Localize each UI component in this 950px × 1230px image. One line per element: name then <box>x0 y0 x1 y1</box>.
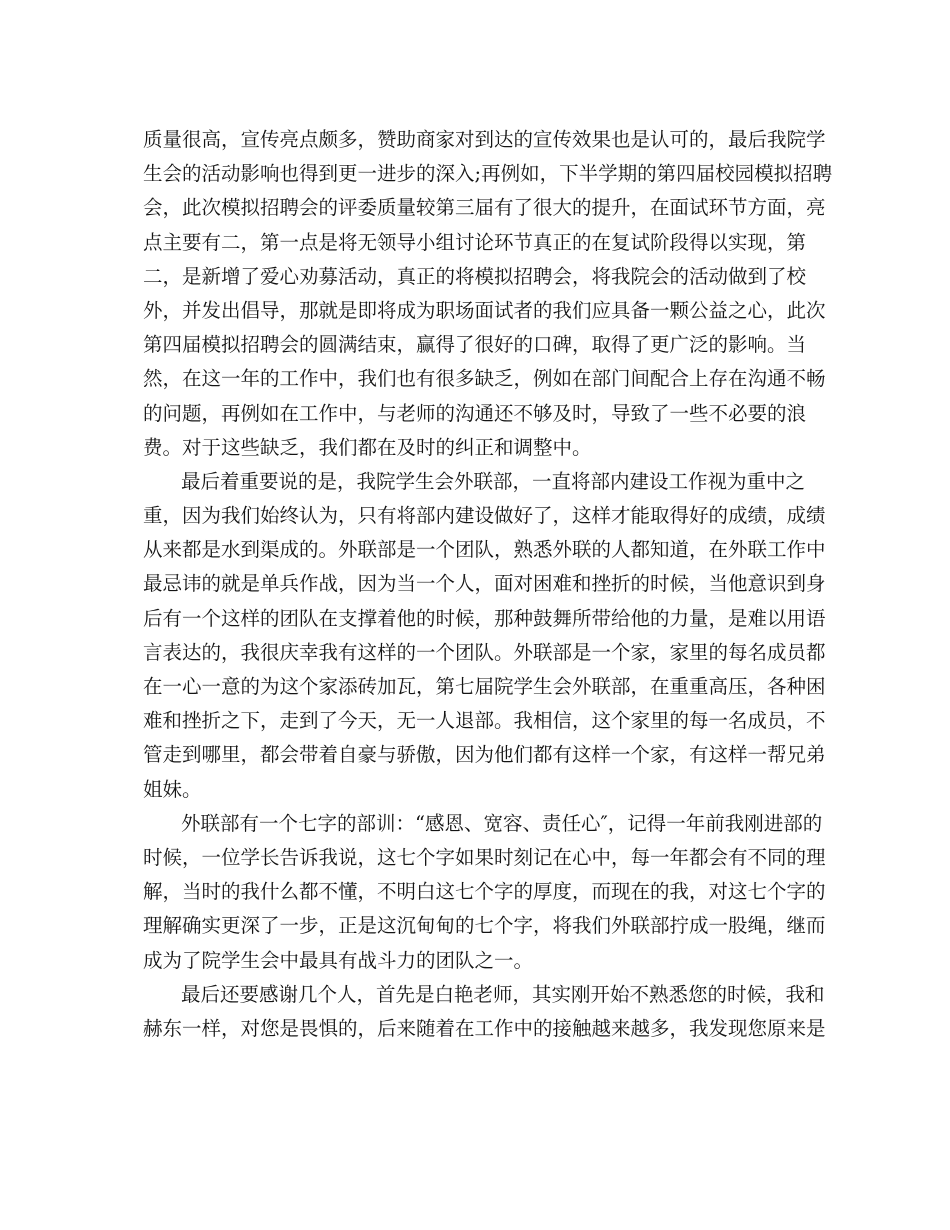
text-line: 姐妹。 <box>143 777 202 801</box>
text-line: 最后还要感谢几个人，首先是白艳老师，其实刚开始不熟悉您的时候，我和 <box>181 982 825 1006</box>
text-line: 最后着重要说的是，我院学生会外联部，一直将部内建设工作视为重中之 <box>181 469 806 493</box>
text-line: 言表达的，我很庆幸我有这样的一个团队。外联部是一个家，家里的每名成员都 <box>143 640 826 664</box>
paragraph <box>143 465 826 807</box>
text-line: 点主要有二，第一点是将无领导小组讨论环节真正的在复试阶段得以实现，第 <box>143 230 807 254</box>
text-line: 费。对于这些缺乏，我们都在及时的纠正和调整中。 <box>143 435 592 459</box>
text-line: 最忌讳的就是单兵作战，因为当一个人，面对困难和挫折的时候，当他意识到身 <box>143 572 826 596</box>
text-line: 后有一个这样的团队在支撑着他的时候，那种鼓舞所带给他的力量，是难以用语 <box>143 606 826 630</box>
text-line: 会，此次模拟招聘会的评委质量较第三届有了很大的提升，在面试环节方面，亮 <box>143 196 826 220</box>
text-line: 质量很高，宣传亮点颇多，赞助商家对到达的宣传效果也是认可的，最后我院学 <box>143 128 826 151</box>
text-line: 重，因为我们始终认为，只有将部内建设做好了，这样才能取得好的成绩，成绩 <box>143 504 826 528</box>
text-line: 生会的活动影响也得到更一进步的深入;再例如，下半学期的第四届校园模拟招聘 <box>143 162 833 186</box>
text-line: 时候，一位学长告诉我说，这七个字如果时刻记在心中，每一年都会有不同的理 <box>143 845 826 869</box>
text-line: 外联部有一个七字的部训：“感恩、宽容、责任心″，记得一年前我刚进部的 <box>181 811 823 835</box>
text-line: 从来都是水到渠成的。外联部是一个团队，熟悉外联的人都知道，在外联工作中 <box>143 538 826 562</box>
text-line: 二，是新增了爱心劝募活动，真正的将模拟招聘会，将我院会的活动做到了校 <box>143 264 807 288</box>
document-body <box>143 123 833 1046</box>
text-line: 在一心一意的为这个家添砖加瓦，第七届院学生会外联部，在重重高压，各种困 <box>143 675 826 698</box>
text-line: 外，并发出倡导，那就是即将成为职场面试者的我们应具备一颗公益之心，此次 <box>143 298 826 322</box>
text-line: 管走到哪里，都会带着自豪与骄傲，因为他们都有这样一个家，有这样一帮兄弟 <box>143 743 826 767</box>
text-line: 成为了院学生会中最具有战斗力的团队之一。 <box>143 948 534 972</box>
text-line: 的问题，再例如在工作中，与老师的沟通还不够及时，导致了一些不必要的浪 <box>143 401 807 425</box>
text-line: 理解确实更深了一步，正是这沉甸甸的七个字，将我们外联部拧成一股绳，继而 <box>143 914 826 938</box>
text-line: 然，在这一年的工作中，我们也有很多缺乏，例如在部门间配合上存在沟通不畅 <box>143 367 826 391</box>
paragraph <box>143 807 826 978</box>
paragraph <box>143 978 826 1046</box>
text-line: 赫东一样，对您是畏惧的，后来随着在工作中的接触越来越多，我发现您原来是 <box>143 1016 826 1040</box>
paragraph <box>143 123 833 465</box>
text-line: 第四届模拟招聘会的圆满结束，赢得了很好的口碑，取得了更广泛的影响。当 <box>143 333 807 357</box>
text-line: 难和挫折之下，走到了今天，无一人退部。我相信，这个家里的每一名成员，不 <box>143 709 826 733</box>
text-line: 解，当时的我什么都不懂，不明白这七个字的厚度，而现在的我，对这七个字的 <box>143 880 826 904</box>
